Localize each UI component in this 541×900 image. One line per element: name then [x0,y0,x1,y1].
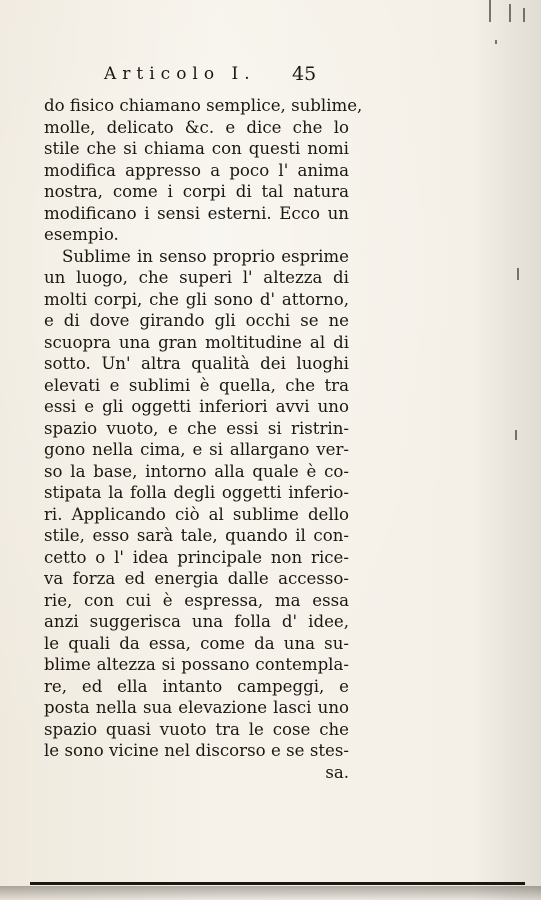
text-line: cetto o l' idea principale non rice- [44,547,349,567]
page-number: 45 [292,63,317,85]
text-line: le quali da essa, come da una su- [44,633,349,653]
text-line: e di dove girando gli occhi se ne [44,311,349,330]
text-line: ri. Applicando ciò al sublime dello [44,504,349,524]
ink-speck [489,0,491,22]
page-bottom-shadow [0,886,541,900]
ink-speck [495,40,497,44]
page-gutter-shadow [471,0,541,900]
text-line: un luogo, che superi l' altezza di [44,268,349,287]
running-head-title: Articolo I. [104,64,256,84]
text-line: nostra, come i corpi di tal natura [44,182,349,201]
text-line: stipata la folla degli oggetti inferio- [44,483,349,502]
text-line: elevati e sublimi è quella, che tra [44,375,349,395]
catchword: sa. [325,762,349,782]
text-line: anzi suggerisca una folla d' idee, [44,612,349,631]
text-line: gono nella cima, e si allargano ver- [44,440,349,459]
text-line: sotto. Un' altra qualità dei luoghi [44,354,349,373]
text-line: le sono vicine nel discorso e se stes- [44,741,349,760]
text-line: stile, esso sarà tale, quando il con- [44,526,349,545]
text-line: esempio. [44,225,119,244]
text-line: spazio vuoto, e che essi si ristrin- [44,418,349,438]
ink-speck [509,4,511,22]
text-line: modificano i sensi esterni. Ecco un [44,203,349,223]
text-line: posta nella sua elevazione lasci uno [44,698,349,717]
text-line: scuopra una gran moltitudine al di [44,332,349,352]
text-line: so la base, intorno alla quale è co- [44,461,349,481]
text-line: blime altezza si possano contempla- [44,655,349,674]
ink-speck [517,268,519,280]
ink-speck [523,8,525,22]
text-line: do fisico chiamano semplice, sublime, [44,96,363,115]
text-line: va forza ed energia dalle accesso- [44,569,349,588]
page-edge-rule [30,882,525,885]
text-line: Sublime in senso proprio esprime [62,246,349,266]
text-line: essi e gli oggetti inferiori avvi uno [44,397,349,416]
text-line: molle, delicato &c. e dice che lo [44,117,349,137]
text-line: molti corpi, che gli sono d' attorno, [44,289,349,309]
text-line: rie, con cui è espressa, ma essa [44,590,349,610]
ink-speck [515,430,517,440]
running-head [0,64,541,90]
text-line: re, ed ella intanto campeggi, e [44,676,349,696]
text-line: spazio quasi vuoto tra le cose che [44,719,349,739]
text-line: stile che si chiama con questi nomi [44,139,349,158]
body-text [44,95,363,783]
text-line: modifica appresso a poco l' anima [44,160,349,180]
